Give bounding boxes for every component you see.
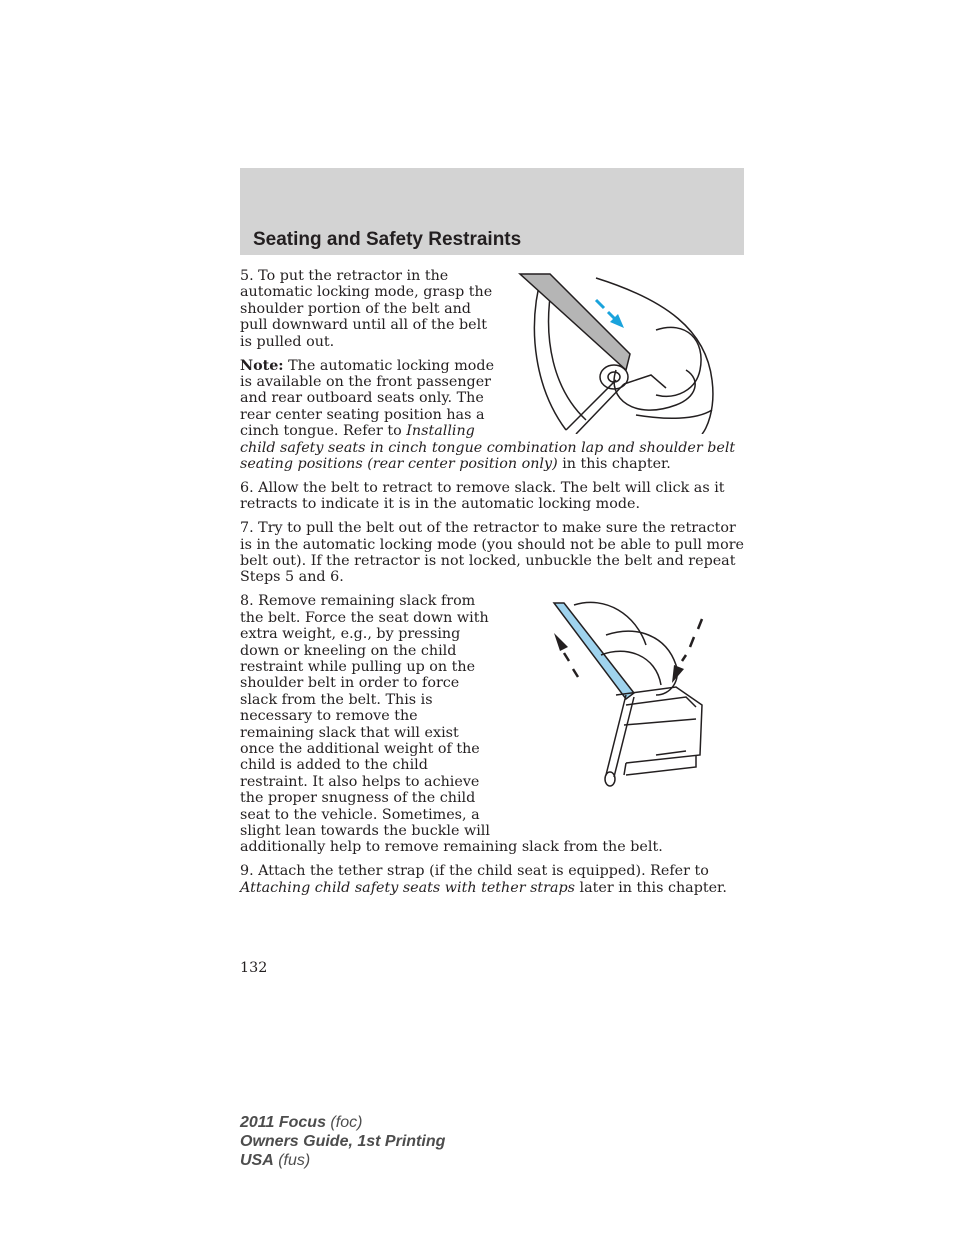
- note-label: Note:: [240, 357, 284, 374]
- step-9-end: later in this chapter.: [575, 879, 727, 896]
- step-5: 5. To put the retractor in the automatic locking mode, grasp the shoulder portion of the belt and pull downward until all of the belt is pulled out.: [240, 268, 493, 350]
- footer-model: 2011 Focus: [240, 1114, 326, 1131]
- slack-removal-drawing: [506, 595, 744, 820]
- footer-market-code: (fus): [273, 1152, 311, 1169]
- step-7: 7. Try to pull the belt out of the retractor to make sure the retractor is in the automatic locking mode (you should not be able to pull more belt out). If the retractor is not locked, unbuckle the belt and repeat Steps 5 and 6.: [240, 520, 744, 586]
- retractor-drawing: [506, 270, 744, 434]
- footer-line-2: [240, 1132, 445, 1151]
- section-header: [240, 168, 744, 255]
- footer: [240, 1113, 445, 1170]
- footer-model-code: (foc): [325, 1114, 363, 1131]
- note-end: in this chapter.: [557, 455, 671, 472]
- step-9-reference-link[interactable]: Attaching child safety seats with tether straps: [240, 879, 575, 896]
- retractor-illustration: [506, 270, 744, 434]
- footer-guide: Owners Guide, 1st Printing: [240, 1133, 446, 1150]
- note-reference-link[interactable]: Installing child safety seats in cinch tongue combination lap and shoulder belt seating positions (rear center position only): [240, 423, 736, 472]
- step-8: 8. Remove remaining slack from the belt. Force the seat down with extra weight, e.g., by pressing down or kneeling on the child restraint while pulling up on the shoulder belt in order to force slack from the belt. This is necessary to remove the remaining slack that will exist once the additional weight of the child is added to the child restraint. It also helps to achieve the proper snugness of the child seat to the vehicle. Sometimes, a slight lean towards the buckle will additionally help to remove remaining slack from the belt.: [240, 593, 663, 856]
- page-number: 132: [240, 960, 268, 976]
- footer-line-1: [240, 1113, 445, 1132]
- step-6: 6. Allow the belt to retract to remove slack. The belt will click as it retracts to indicate it is in the automatic locking mode.: [240, 479, 725, 513]
- step-9-text: 9. Attach the tether strap (if the child seat is equipped). Refer to: [240, 863, 709, 880]
- section-title: Seating and Safety Restraints: [253, 229, 522, 250]
- slack-removal-illustration: [506, 595, 744, 820]
- body-content: [240, 268, 744, 904]
- note-text: The automatic locking mode is available on the front passenger and rear outboard seats only. The rear center seating position has a cinch tongue. Refer to: [240, 357, 495, 440]
- footer-line-3: [240, 1151, 445, 1170]
- step-9: [240, 863, 744, 896]
- footer-market: USA: [240, 1152, 274, 1169]
